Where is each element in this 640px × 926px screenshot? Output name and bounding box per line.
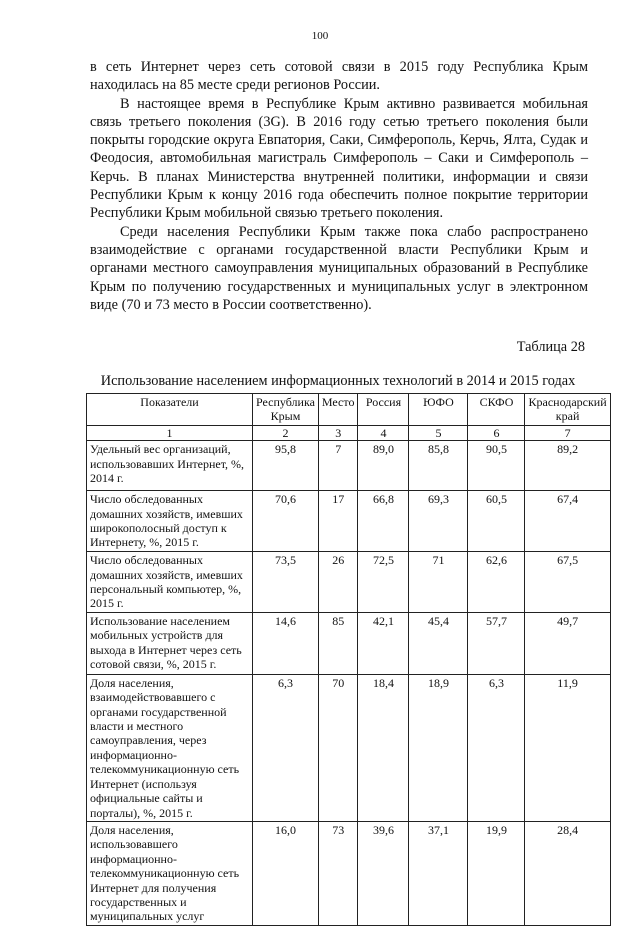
cell-crimea: 73,5 [253,552,319,613]
cell-russia: 72,5 [358,552,409,613]
cell-russia: 89,0 [358,441,409,491]
cell-crimea: 6,3 [253,674,319,821]
column-index-row [87,425,611,440]
cell-russia: 42,1 [358,612,409,674]
cell-yufo: 18,9 [409,674,468,821]
paragraph-1: в сеть Интернет через сеть сотовой связи в 2015 году Республика Крым находилась на 85 месте среди регионов России. [90,59,588,94]
column-index: 3 [318,425,358,440]
cell-russia: 18,4 [358,674,409,821]
row-indicator: Использование населением мобильных устройств для выхода в Интернет через сеть сотовой связи, %, 2015 г. [87,612,253,674]
cell-skfo: 90,5 [468,441,525,491]
cell-rank: 26 [318,552,358,613]
cell-krasnodar: 67,5 [525,552,610,613]
cell-skfo: 6,3 [468,674,525,821]
cell-russia: 66,8 [358,491,409,552]
cell-yufo: 69,3 [409,491,468,552]
cell-rank: 7 [318,441,358,491]
cell-krasnodar: 67,4 [525,491,610,552]
page-number: 100 [311,30,329,42]
cell-skfo: 57,7 [468,612,525,674]
cell-krasnodar: 11,9 [525,674,610,821]
table-row [87,491,611,552]
cell-yufo: 85,8 [409,441,468,491]
body-text [90,58,588,314]
row-indicator: Удельный вес организаций, использовавших Интернет, %, 2014 г. [87,441,253,491]
column-header: Показатели [87,394,253,426]
paragraph-3: Среди населения Республики Крым также пока слабо распространено взаимодействие с органами государственной власти Республики Крым и органами местного самоуправления муниципальных образований в Республике Крым по получению государственных и муниципальных услуг в электронном виде (70 и 73 место в России соответственно). [90,223,588,313]
cell-skfo: 62,6 [468,552,525,613]
cell-crimea: 16,0 [253,821,319,925]
cell-rank: 70 [318,674,358,821]
column-header: СКФО [468,394,525,426]
cell-rank: 73 [318,821,358,925]
column-header: Россия [358,394,409,426]
table-title: Использование населением информационных технологий в 2014 и 2015 годах [100,373,576,389]
cell-crimea: 95,8 [253,441,319,491]
column-header: Краснодарский край [525,394,610,426]
row-indicator: Доля населения, взаимодействовавшего с органами государственной власти и местного самоуправления, через информационно-телекоммуникационную сеть Интернет (используя официальные сайты и порталы), %, 2015 г. [87,674,253,821]
cell-yufo: 45,4 [409,612,468,674]
cell-rank: 17 [318,491,358,552]
column-index: 6 [468,425,525,440]
table-row [87,612,611,674]
cell-yufo: 37,1 [409,821,468,925]
table-row [87,821,611,925]
table-row [87,674,611,821]
row-indicator: Доля населения, использовавшего информационно-телекоммуникационную сеть Интернет для получения государственных и муниципальных услуг [87,821,253,925]
cell-crimea: 14,6 [253,612,319,674]
table-header-row [87,394,611,426]
cell-skfo: 19,9 [468,821,525,925]
column-header: Место [318,394,358,426]
cell-krasnodar: 28,4 [525,821,610,925]
cell-crimea: 70,6 [253,491,319,552]
cell-yufo: 71 [409,552,468,613]
table-label: Таблица 28 [516,339,585,355]
cell-russia: 39,6 [358,821,409,925]
column-index: 4 [358,425,409,440]
cell-krasnodar: 49,7 [525,612,610,674]
cell-rank: 85 [318,612,358,674]
column-header: ЮФО [409,394,468,426]
column-index: 7 [525,425,610,440]
data-table [86,393,611,926]
paragraph-2: В настоящее время в Республике Крым активно развивается мобильная связь третьего поколения (3G). В 2016 году сетью третьего поколения были покрыты городские округа Евпатория, Саки, Симферополь, Керчь, Ялта, Судак и Феодосия, автомобильная магистраль Симферополь – Саки и Симферополь – Керчь. В планах Министерства внутренней политики, информации и связи Республики Крым к концу 2016 года обеспечить полное покрытие территории Республики Крым мобильной связью третьего поколения. [90,95,588,222]
table-row [87,441,611,491]
column-index: 5 [409,425,468,440]
row-indicator: Число обследованных домашних хозяйств, имевших персональный компьютер, %, 2015 г. [87,552,253,613]
row-indicator: Число обследованных домашних хозяйств, имевших широкополосный доступ к Интернету, %, 2015 г. [87,491,253,552]
cell-skfo: 60,5 [468,491,525,552]
cell-krasnodar: 89,2 [525,441,610,491]
column-index: 1 [87,425,253,440]
column-index: 2 [253,425,319,440]
column-header: Республика Крым [253,394,319,426]
table-row [87,552,611,613]
